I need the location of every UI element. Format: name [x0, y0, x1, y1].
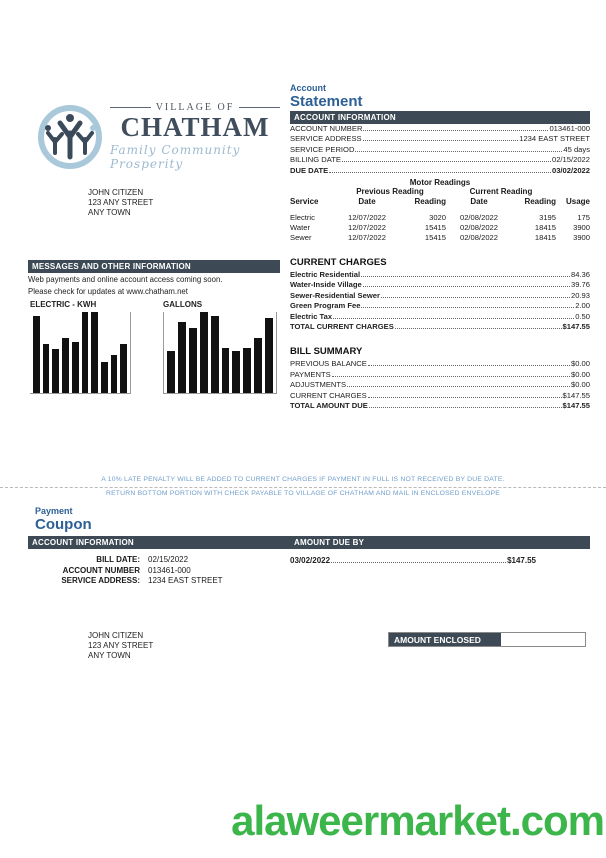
chart-bar	[211, 316, 219, 393]
messages-line: Please check for updates at www.chatham.net	[28, 287, 188, 296]
remit-address-line: ANY TOWN	[88, 651, 131, 660]
previous-reading-group-header: Previous Reading	[356, 187, 424, 197]
messages-line: Web payments and online account access coming soon.	[28, 275, 223, 284]
meter-readings-table: Previous Reading Current Reading Service Date Reading Date Reading Usage Electric 12/07/2022 3020 02/08/2022 3195 175 Water 12/07/2022 15415 02/08/2022 18415 3900 Sewer 12/07/2022 15415 02/08/2022 18415 3900	[290, 187, 590, 243]
chart-bar	[120, 344, 127, 393]
meter-row-electric: Electric	[290, 213, 315, 223]
chart-bar	[243, 348, 251, 393]
coupon-title-large: Coupon	[35, 516, 92, 533]
remit-address	[88, 631, 153, 661]
chart-bar	[222, 348, 230, 393]
logo-name: CHATHAM	[120, 112, 270, 142]
current-charges-title: CURRENT CHARGES	[290, 257, 387, 269]
chart-bar	[265, 318, 273, 393]
charge-row: Electric Tax 0.50	[290, 311, 590, 321]
chatham-logo-icon	[36, 103, 104, 171]
statement-title-small: Account	[290, 83, 326, 93]
chart-bar	[33, 316, 40, 393]
gallons-usage-chart	[163, 312, 277, 394]
logo-tagline: Family Community Prosperity	[110, 143, 241, 171]
mailing-address-line: 123 ANY STREET	[88, 198, 154, 207]
electric-chart-title: ELECTRIC - KWH	[30, 300, 97, 309]
meter-row-water: Water	[290, 223, 310, 233]
chart-bar	[178, 322, 186, 393]
account-information-header: ACCOUNT INFORMATION	[290, 111, 590, 124]
summary-row: ADJUSTMENTS $0.00	[290, 380, 590, 390]
coupon-account-number-row: ACCOUNT NUMBER 013461-000	[62, 565, 191, 575]
coupon-service-address-row: SERVICE ADDRESS: 1234 EAST STREET	[61, 576, 223, 585]
messages-section	[28, 260, 280, 394]
total-current-charges-row: TOTAL CURRENT CHARGES $147.55	[290, 322, 590, 332]
tear-off-dashed-line	[0, 487, 606, 488]
watermark-text: alaweermarket.com	[231, 797, 604, 844]
electric-usage-chart	[30, 312, 131, 394]
usage-charts	[28, 312, 280, 394]
late-penalty-notice: A 10% LATE PENALTY WILL BE ADDED TO CURRENT CHARGES IF PAYMENT IN FULL IS NOT RECEIVED BY DUE DATE.	[101, 476, 505, 483]
statement-title-large: Statement	[290, 93, 363, 110]
amount-enclosed-label: AMOUNT ENCLOSED	[389, 633, 501, 646]
due-date-row: DUE DATE 03/02/2022	[290, 165, 590, 175]
service-period-row: SERVICE PERIOD 45 days	[290, 144, 590, 154]
charge-row: Water-Inside Village 39.76	[290, 280, 590, 290]
chart-bar	[101, 362, 108, 393]
meter-row-sewer: Sewer	[290, 233, 312, 243]
summary-row: PREVIOUS BALANCE $0.00	[290, 359, 590, 369]
gallons-chart-title: GALLONS	[163, 300, 203, 309]
account-statement	[290, 83, 590, 412]
coupon-bill-date-row: BILL DATE: 02/15/2022	[96, 555, 189, 564]
summary-row: CURRENT CHARGES $147.55	[290, 390, 590, 400]
chart-bar	[111, 355, 118, 393]
coupon-fields	[28, 555, 223, 587]
coupon-title-small: Payment	[35, 506, 73, 516]
amount-enclosed	[388, 632, 586, 647]
charge-row: Green Program Fee 2.00	[290, 301, 590, 311]
chart-bar	[189, 328, 197, 393]
messages-header: MESSAGES AND OTHER INFORMATION	[28, 260, 280, 273]
logo-village-of-text: VILLAGE OF	[155, 102, 235, 113]
return-portion-notice: RETURN BOTTOM PORTION WITH CHECK PAYABLE TO VILLAGE OF CHATHAM AND MAIL IN ENCLOSED ENVELOPE	[105, 490, 501, 497]
remit-address-line: JOHN CITIZEN	[88, 631, 144, 640]
logo	[36, 102, 280, 171]
chart-bar	[167, 351, 175, 393]
chart-bar	[43, 344, 50, 393]
billing-date-row: BILLING DATE 02/15/2022	[290, 155, 590, 165]
total-amount-due-row: TOTAL AMOUNT DUE $147.55	[290, 401, 590, 411]
amount-due-row: 03/02/2022 $147.55	[290, 556, 536, 565]
coupon-account-information-header: ACCOUNT INFORMATION	[28, 536, 295, 549]
chart-bar	[91, 312, 98, 393]
chart-bar	[52, 349, 59, 393]
chart-bar	[62, 338, 69, 393]
amount-enclosed-input[interactable]	[501, 633, 585, 646]
chart-bar	[254, 338, 262, 393]
remit-address-line: 123 ANY STREET	[88, 641, 154, 650]
current-reading-group-header: Current Reading	[469, 187, 533, 197]
payment-coupon-heading	[35, 506, 92, 533]
chart-bar	[72, 342, 79, 393]
summary-row: PAYMENTS $0.00	[290, 369, 590, 379]
mailing-address-line: ANY TOWN	[88, 208, 131, 217]
chart-bar	[82, 312, 89, 393]
charge-row: Electric Residential 84.36	[290, 270, 590, 280]
bill-summary-title: BILL SUMMARY	[290, 346, 363, 358]
charge-row: Sewer-Residential Sewer 20.93	[290, 290, 590, 300]
mailing-address-line: JOHN CITIZEN	[88, 188, 144, 197]
mailing-address	[88, 188, 153, 218]
chart-bar	[200, 312, 208, 393]
service-address-row: SERVICE ADDRESS 1234 EAST STREET	[290, 134, 590, 144]
meter-readings-title: Motor Readings	[409, 178, 471, 188]
account-number-row: ACCOUNT NUMBER 013461-000	[290, 124, 590, 133]
chart-bar	[232, 351, 240, 393]
amount-due-by-header: AMOUNT DUE BY	[290, 536, 590, 549]
